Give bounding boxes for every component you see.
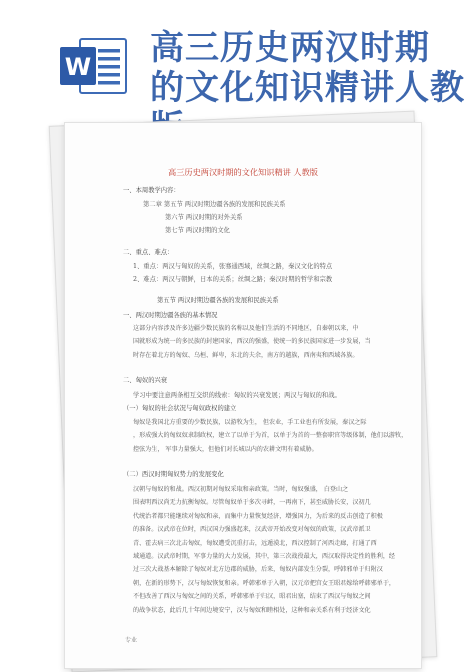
part-2-p2-line: 过三次大战基本解除了匈奴对北方边郡的威胁，后来，匈奴内部发生分裂，呼韩邪单于归附汉 [133,566,383,574]
s1-item-2: 第六节 两汉时期的对外关系 [165,214,243,221]
part-2-p1-line: ，形成强大的匈奴奴隶制政权，建立了以单于为首，以单于为首的一整套职官等级体制，他们以游牧， [133,432,408,440]
lesson-heading: 第五节 两汉时期边疆各族的发展和民族关系 [157,297,279,304]
part-2-paragraph-1 [133,416,407,456]
part-1-line: 国就形成为统一的多民族的封建国家，西汉的强盛，使统一的多民族国家进一步发展，当 [133,338,371,346]
word-icon-letter: W [64,53,92,81]
document-title: 高三历史两汉时期的文化知识精讲 人教版 [168,167,318,177]
document-page [64,122,422,669]
part-2-p2-line: 的战争状态，此后几十年间边境安宁，汉与匈奴和睦相处，这种和亲关系有利于经济文化 [133,606,371,614]
part-2-p2-line: 域通道。汉武帝时期，军事力量的大力发展，其中，第三次战役最大，西汉取得决定性的胜利，经 [133,553,396,561]
part-2-p1-line: 控弦为生， 军事力量强大，但他们对长城以内的农耕文明有着威胁。 [133,445,318,453]
part-2-p2-line: 围表明西汉尚无力抗衡匈奴。尽管匈奴单于多次寻衅，一再南下，甚至威胁长安，汉初几 [133,499,371,507]
banner-title-line2: 的文化知识精讲人教 [150,68,465,108]
part-1-paragraph [133,322,371,362]
part-1-line: 时存在着北方的匈奴、乌桓、鲜卑，东北的夫余，南方的越族，西南夷和西域各族。 [133,351,359,359]
page-header [0,0,474,108]
section-1-heading: 一、本周教学内容： [123,187,180,194]
part-2-p2-line: 不但改善了西汉与匈奴之间的关系，呼韩邪单于归汉，昭君出塞，结束了西汉与匈奴之间 [133,593,371,601]
part-2-p2-line: 代统治者都只能继续对匈奴和亲，而集中力量恢复经济，增强国力，为后来的反击创造了积极 [133,512,383,520]
word-document-icon [58,33,130,99]
s2-item-2: 2、难点：两汉与朝鲜，日本的关系；丝绸之路；秦汉时期的哲学和宗教 [133,276,333,283]
s1-item-3: 第七节 两汉时期的文化 [165,227,230,234]
footer-mark: 专业 [125,637,138,644]
banner-title-line1: 高三历史两汉时期 [150,28,430,68]
part-2-p1-line: 匈奴是我国北方重要的少数民族，以游牧为生， 但农业，手工业也有所发展，秦汉之际 [133,419,367,426]
part-2-heading: 二、匈奴的兴衰 [123,377,168,384]
part-2-p2-line: 朝，在新的形势下，汉与匈奴恢复和亲。呼韩邪单于入朝，汉元帝把宫女王昭君嫁给呼韩邪单于， [133,579,396,587]
part-2-subheading-2: （二）西汉时期匈奴势力的发展变化 [123,471,224,478]
part-2-p2-line: 的准备。汉武帝在位时，西汉国力强盛起来，汉武帝开始改变对匈奴的政策，汉武帝派卫 [133,526,371,534]
part-2-subheading-1: （一）匈奴的社会状况与匈奴政权的建立 [123,405,237,412]
part-2-p2-line: 汉朝与匈奴的和战。西汉初期对匈奴采取和亲政策。当时，匈奴强盛， 白登山之 [133,486,349,493]
part-2-paragraph-2 [133,483,395,617]
section-2-heading: 二、重点、难点： [123,249,174,256]
part-2-p2-line: 青、霍去病三次北击匈奴，匈奴遭受沉重打击，远遁漠北，西汉控制了河西走廊，打通了西 [133,539,377,547]
s1-item-1: 第二章 第五节 两汉时期边疆各族的发展和民族关系 [143,201,286,208]
part-2-intro: 学习中要注意两条相互交织的线索：匈奴的兴衰发展；两汉与匈奴的和战。 [133,392,341,399]
part-1-line: 这部分内容涉及许多边疆少数民族的名称以及他们生活的不同地区，自秦朝以来，中 [133,325,359,332]
part-1-heading: 一、两汉时期边疆各族的基本情况 [123,312,218,319]
s2-item-1: 1、重点：两汉与匈奴的关系，张骞通西域，丝绸之路，秦汉文化的特点 [133,263,333,270]
